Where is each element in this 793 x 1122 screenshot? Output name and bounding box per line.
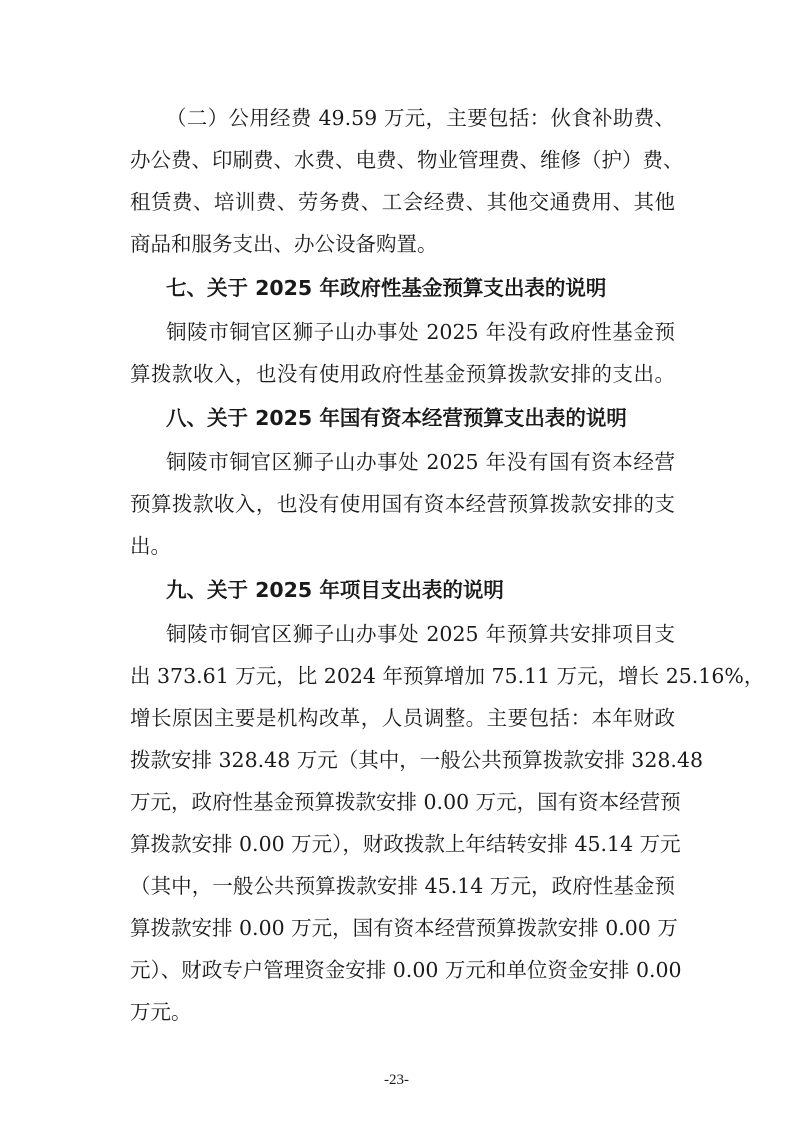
paragraph-line: 办公费、印刷费、水费、电费、物业管理费、维修（护）费、 [130, 148, 684, 172]
paragraph-line: 算拨款安排 0.00 万元，国有资本经营预算拨款安排 0.00 万 [130, 916, 678, 940]
paragraph-line: 商品和服务支出、办公设备购置。 [130, 232, 438, 256]
section-heading-7: 七、关于 2025 年政府性基金预算支出表的说明 [166, 276, 607, 300]
paragraph-line: 预算拨款收入，也没有使用国有资本经营预算拨款安排的支 [130, 492, 675, 516]
paragraph-line: 出。 [130, 534, 171, 558]
paragraph-line: 出 373.61 万元，比 2024 年预算增加 75.11 万元，增长 25.16%， [130, 664, 765, 688]
paragraph-line: 铜陵市铜官区狮子山办事处 2025 年没有政府性基金预 [166, 320, 675, 344]
section-heading-8: 八、关于 2025 年国有资本经营预算支出表的说明 [166, 406, 627, 430]
paragraph-line: 增长原因主要是机构改革，人员调整。主要包括：本年财政 [130, 706, 675, 730]
paragraph-line: 铜陵市铜官区狮子山办事处 2025 年没有国有资本经营 [166, 450, 675, 474]
paragraph-line: 万元。 [130, 1000, 192, 1024]
paragraph-line: 算拨款安排 0.00 万元），财政拨款上年结转安排 45.14 万元 [130, 832, 681, 856]
section-heading-9: 九、关于 2025 年项目支出表的说明 [166, 578, 504, 602]
page-number: -23- [384, 1072, 409, 1088]
paragraph-line: 万元，政府性基金预算拨款安排 0.00 万元，国有资本经营预 [130, 790, 681, 814]
paragraph-line: （二）公用经费 49.59 万元，主要包括：伙食补助费、 [166, 106, 675, 130]
paragraph-line: 拨款安排 328.48 万元（其中，一般公共预算拨款安排 328.48 [130, 748, 704, 772]
paragraph-line: 元）、财政专户管理资金安排 0.00 万元和单位资金安排 0.00 [130, 958, 682, 982]
paragraph-line: 算拨款收入，也没有使用政府性基金预算拨款安排的支出。 [130, 362, 675, 386]
paragraph-line: 铜陵市铜官区狮子山办事处 2025 年预算共安排项目支 [166, 622, 675, 646]
paragraph-line: 租赁费、培训费、劳务费、工会经费、其他交通费用、其他 [130, 190, 675, 214]
paragraph-line: （其中，一般公共预算拨款安排 45.14 万元，政府性基金预 [130, 874, 675, 898]
